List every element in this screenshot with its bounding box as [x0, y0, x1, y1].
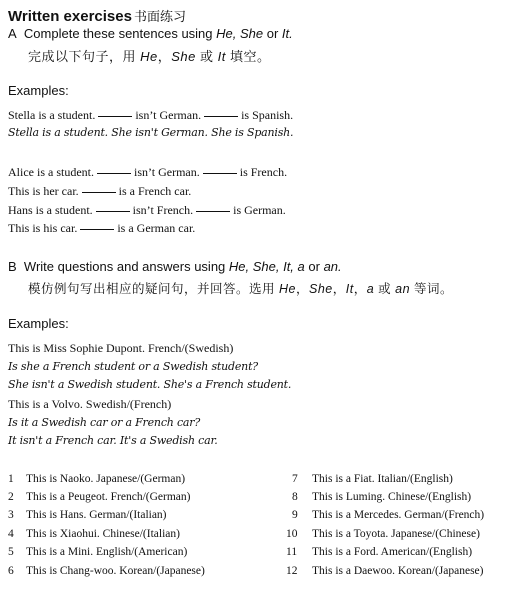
exercise-part2: isn’t French.: [132, 203, 194, 217]
section-b-instruction: [8, 259, 342, 274]
item-text: This is a Peugeot. French/(German): [26, 491, 191, 503]
list-item: [292, 491, 471, 503]
item-number: 3: [8, 509, 14, 521]
item-text: This is a Daewoo. Korean/(Japanese): [312, 565, 484, 577]
list-item: [8, 509, 167, 521]
list-item: [292, 473, 453, 485]
item-number: 5: [8, 546, 14, 558]
example-hand-line: It isn't a French car. It's a Swedish car.: [8, 434, 218, 447]
list-item: [292, 509, 484, 521]
exercise-part3: is French.: [239, 165, 288, 179]
section-a-instruction: [8, 26, 293, 41]
list-item: [8, 491, 190, 503]
item-text: This is a Ford. American/(English): [312, 546, 473, 558]
item-number: 4: [8, 528, 14, 540]
cn-text: 完成以下句子，用: [28, 49, 141, 64]
item-text: This is Luming. Chinese/(English): [312, 491, 472, 503]
exercise-part2: is a German car.: [117, 221, 196, 235]
item-number: 2: [8, 491, 14, 503]
blank-line: [204, 115, 238, 117]
section-a-exercise-1: [8, 165, 287, 180]
cn-a: a: [366, 282, 375, 296]
list-item: [8, 565, 205, 577]
example-hand-line: Is she a French student or a Swedish student?: [8, 360, 258, 373]
section-a-instruction-or: or: [263, 26, 282, 41]
list-item: [286, 565, 483, 577]
item-number: 1: [8, 473, 14, 485]
list-item: [286, 546, 472, 558]
blank-line: [196, 210, 230, 212]
cn-or: 或: [195, 49, 218, 64]
section-b-examples-label: Examples:: [8, 316, 69, 331]
section-a-exercise-2: [8, 184, 191, 199]
cn-comma: ，: [157, 49, 172, 64]
list-item: [8, 473, 185, 485]
item-text: This is a Toyota. Japanese/(Chinese): [312, 528, 480, 540]
item-text: This is Hans. German/(Italian): [26, 509, 167, 521]
section-b-instruction-words: He, She, It, a: [228, 259, 305, 274]
section-a-letter: A: [8, 26, 17, 41]
section-a-instruction-text: Complete these sentences using: [23, 26, 217, 41]
section-a-examples-label: Examples:: [8, 83, 69, 98]
example-part1: Stella is a student.: [8, 108, 96, 122]
item-text: This is a Mercedes. German/(French): [312, 509, 485, 521]
item-number: 8: [292, 491, 298, 503]
list-item: [8, 528, 180, 540]
item-number: 9: [292, 509, 298, 521]
item-number: 12: [286, 565, 298, 577]
example-print-line: This is Miss Sophie Dupont. French/(Swedish): [8, 341, 234, 355]
cn-end: 等词。: [410, 282, 454, 296]
example-hand-line: Is it a Swedish car or a French car?: [8, 416, 201, 429]
blank-line: [97, 172, 131, 174]
item-text: This is a Mini. English/(American): [26, 546, 188, 558]
blank-line: [80, 228, 114, 230]
example-hand-line: She isn't a Swedish student. She's a French student.: [8, 378, 292, 391]
cn-comma: ，: [295, 282, 309, 296]
cn-end: 填空。: [225, 49, 271, 64]
list-item: [286, 528, 480, 540]
cn-or: 或: [374, 282, 396, 296]
cn-comma: ，: [353, 282, 367, 296]
list-item: [8, 546, 187, 558]
item-text: This is a Fiat. Italian/(English): [312, 473, 453, 485]
section-a-instruction-it: It.: [281, 26, 293, 41]
item-number: 7: [292, 473, 298, 485]
exercise-part3: is German.: [233, 203, 286, 217]
exercise-part1: Alice is a student.: [8, 165, 94, 179]
title-text: Written exercises: [8, 8, 132, 25]
section-b-instruction-or: or: [304, 259, 324, 274]
page-title: [8, 6, 186, 25]
section-a-example-answer: Stella is a student. She isn't German. She is Spanish.: [8, 126, 294, 139]
cn-an: an: [395, 282, 411, 296]
section-a-exercise-4: [8, 221, 195, 236]
cn-she: She: [308, 282, 333, 296]
blank-line: [82, 191, 116, 193]
section-b-instruction-an: an.: [323, 259, 342, 274]
exercise-part1: This is her car.: [8, 184, 79, 198]
cn-it: It: [217, 49, 226, 64]
blank-line: [98, 115, 132, 117]
section-a-instruction-pronouns: He, She: [216, 26, 264, 41]
item-text: This is Xiaohui. Chinese/(Italian): [26, 528, 180, 540]
item-number: 6: [8, 565, 14, 577]
section-a-example-sentence: [8, 108, 293, 123]
example-print-line: This is a Volvo. Swedish/(French): [8, 397, 172, 411]
cn-it: It: [345, 282, 354, 296]
blank-line: [203, 172, 237, 174]
section-a-chinese-instruction: [28, 46, 271, 65]
exercise-part2: is a French car.: [118, 184, 192, 198]
item-number: 10: [286, 528, 298, 540]
section-a-exercise-3: [8, 203, 286, 218]
exercise-part1: This is his car.: [8, 221, 78, 235]
item-text: This is Chang-woo. Korean/(Japanese): [26, 565, 205, 577]
cn-comma: ，: [332, 282, 346, 296]
cn-text: 模仿例句写出相应的疑问句，并回答。选用: [28, 282, 279, 296]
blank-line: [96, 210, 130, 212]
title-chinese: 书面练习: [133, 9, 186, 24]
section-b-letter: B: [8, 259, 17, 274]
cn-she: She: [171, 49, 196, 64]
exercise-part2: isn’t German.: [133, 165, 200, 179]
section-b-instruction-text: Write questions and answers using: [23, 259, 229, 274]
item-number: 11: [286, 546, 298, 558]
exercise-part1: Hans is a student.: [8, 203, 93, 217]
cn-he: He: [140, 49, 158, 64]
section-b-chinese-instruction: [28, 279, 453, 297]
item-text: This is Naoko. Japanese/(German): [26, 473, 186, 485]
cn-he: He: [278, 282, 296, 296]
example-part3: is Spanish.: [241, 108, 294, 122]
example-part2: isn’t German.: [135, 108, 202, 122]
